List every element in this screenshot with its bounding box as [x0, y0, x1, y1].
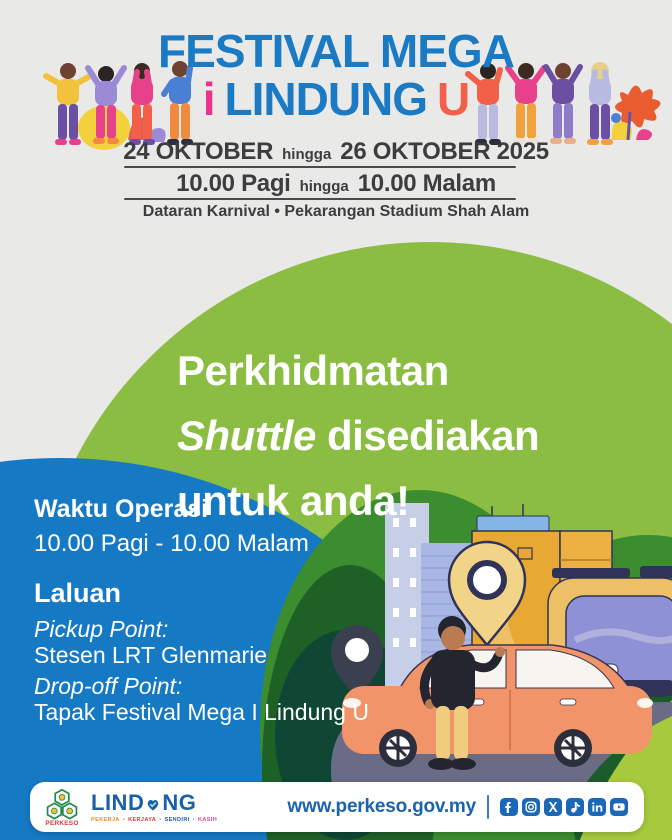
route-title: Laluan [34, 578, 122, 608]
headline-line3: untuk anda! [177, 477, 410, 524]
rear-wheel [554, 729, 592, 767]
time-connector: hingga [299, 178, 349, 195]
instagram-icon[interactable] [522, 798, 540, 816]
heart-check-icon [145, 796, 161, 812]
footer-contact [287, 795, 628, 819]
event-time [0, 170, 672, 198]
divider-line [124, 166, 516, 168]
social-icons [500, 798, 628, 816]
headline-line1: Perkhidmatan [177, 347, 449, 394]
title-u: U [437, 73, 470, 125]
event-date [0, 138, 672, 166]
time-end: 10.00 Malam [357, 170, 496, 197]
tiktok-icon[interactable] [566, 798, 584, 816]
front-wheel [379, 729, 417, 767]
headline-line2 [177, 403, 539, 468]
lindung-tagline [91, 817, 217, 823]
lindung-logo [91, 789, 218, 823]
operation-hours: 10.00 Pagi - 10.00 Malam [34, 530, 309, 557]
footer-logos [42, 788, 217, 827]
linkedin-icon[interactable] [588, 798, 606, 816]
operation-title: Waktu Operasi [34, 495, 209, 523]
festival-title-line2 [0, 72, 672, 126]
footer-bar [30, 782, 644, 832]
date-connector: hingga [282, 146, 332, 163]
festival-title-line1: FESTIVAL MEGA [158, 25, 514, 77]
tagline-word: PEKERJA [91, 816, 120, 823]
x-icon[interactable] [544, 798, 562, 816]
facebook-icon[interactable] [500, 798, 518, 816]
website-url[interactable]: www.perkeso.gov.my [287, 796, 476, 817]
tagline-dot: • [192, 816, 195, 823]
time-start: 10.00 Pagi [176, 170, 291, 197]
date-start: 24 OKTOBER [123, 138, 274, 165]
title-lindung: LINDUNG [224, 73, 428, 125]
event-venue: Dataran Karnival • Pekarangan Stadium Shah Alam [142, 203, 530, 220]
tagline-dot: • [122, 816, 126, 823]
tagline-word: SENDIRI [164, 816, 190, 823]
shuttle-headline [177, 338, 539, 533]
headline-shuttle-word: Shuttle [177, 412, 316, 459]
tagline-dot: • [159, 816, 162, 823]
perkeso-hexagons-icon [42, 788, 82, 822]
footer-divider [487, 795, 489, 819]
lindung-prefix: LIND [91, 789, 145, 815]
headline-line2-rest: disediakan [315, 412, 540, 459]
pickup-label: Pickup Point: [34, 616, 169, 642]
dropoff-value: Tapak Festival Mega I Lindung U [34, 699, 369, 725]
dropoff-label: Drop-off Point: [34, 673, 183, 699]
tagline-word: KASIH [197, 816, 218, 823]
date-end: 26 OKTOBER 2025 [340, 138, 549, 165]
divider-line [124, 198, 516, 200]
youtube-icon[interactable] [610, 798, 628, 816]
perkeso-logo [42, 788, 82, 827]
title-i: i [202, 73, 215, 125]
lindung-suffix: NG [162, 789, 197, 815]
tagline-word: KERJAYA [128, 816, 157, 823]
perkeso-label: PERKESO [45, 819, 79, 827]
pickup-value: Stesen LRT Glenmarie [34, 642, 268, 668]
